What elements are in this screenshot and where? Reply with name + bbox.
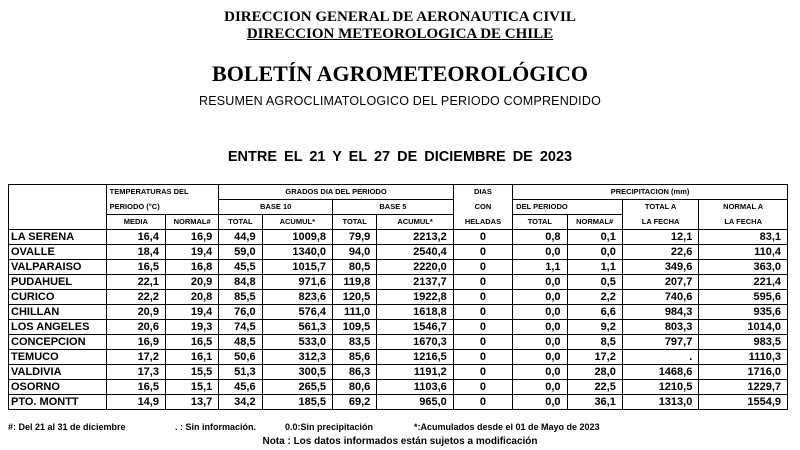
base5-total: 109,5 <box>333 320 377 335</box>
temp-normal: 19,4 <box>165 305 218 320</box>
total-a-la-fecha: 1468,6 <box>622 365 698 380</box>
table-row <box>9 245 788 260</box>
department-name <box>0 26 800 42</box>
temp-media: 22,2 <box>106 290 165 305</box>
station-name: LOS ANGELES <box>9 320 107 335</box>
precip-total: 0,0 <box>513 350 567 365</box>
base10-total: 51,3 <box>219 365 262 380</box>
temp-media: 22,1 <box>106 275 165 290</box>
temp-normal: 16,8 <box>165 260 218 275</box>
total-a-la-fecha: 12,1 <box>622 230 698 245</box>
base10-total: 76,0 <box>219 305 262 320</box>
table-row <box>9 305 788 320</box>
del-periodo-header: DEL PERIODO <box>513 200 623 215</box>
precip-total: 0,0 <box>513 305 567 320</box>
heladas-count: 0 <box>453 395 512 410</box>
normal-a-la-fecha: 983,5 <box>699 335 788 350</box>
base10-acumul: 1009,8 <box>262 230 332 245</box>
temp-normal: 19,4 <box>165 245 218 260</box>
precip-total: 0,0 <box>513 395 567 410</box>
station-name: VALPARAISO <box>9 260 107 275</box>
base5-acumul: 965,0 <box>377 395 454 410</box>
base5-total: 85,6 <box>333 350 377 365</box>
temp-normal: 13,7 <box>165 395 218 410</box>
base10-total: 34,2 <box>219 395 262 410</box>
heladas-count: 0 <box>453 335 512 350</box>
table-row <box>9 290 788 305</box>
precip-normal-header: NORMAL# <box>567 215 622 230</box>
temp-normal: 15,1 <box>165 380 218 395</box>
total-fecha-header: LA FECHA <box>622 215 698 230</box>
precip-total: 0,0 <box>513 335 567 350</box>
base10-header: BASE 10 <box>219 200 333 215</box>
table-row <box>9 350 788 365</box>
precip-normal: 17,2 <box>567 350 622 365</box>
total-a-la-fecha: 803,3 <box>622 320 698 335</box>
note-text: Nota : Los datos informados están sujetos a modificación <box>262 436 538 447</box>
precip-total: 0,0 <box>513 290 567 305</box>
temp-media: 20,6 <box>106 320 165 335</box>
normal-a-la-fecha: 363,0 <box>699 260 788 275</box>
total-a-la-fecha: 22,6 <box>622 245 698 260</box>
heladas-count: 0 <box>453 320 512 335</box>
station-name: TEMUCO <box>9 350 107 365</box>
normal-a-header: NORMAL A <box>699 200 788 215</box>
base10-acumul: 823,6 <box>262 290 332 305</box>
media-header: MEDIA <box>106 215 165 230</box>
table-row <box>9 380 788 395</box>
agency-name: DIRECCION GENERAL DE AERONAUTICA CIVIL <box>224 9 576 25</box>
base5-total: 120,5 <box>333 290 377 305</box>
station-name: PUDAHUEL <box>9 275 107 290</box>
base10-acumul: 185,5 <box>262 395 332 410</box>
table-row <box>9 230 788 245</box>
station-name: OSORNO <box>9 380 107 395</box>
station-header-cell <box>9 185 107 200</box>
base5-acumul: 2213,2 <box>377 230 454 245</box>
base10-acumul: 312,3 <box>262 350 332 365</box>
temp-group-header: TEMPERATURAS DEL <box>106 185 219 200</box>
precip-total: 0,0 <box>513 245 567 260</box>
normal-a-la-fecha: 83,1 <box>699 230 788 245</box>
station-name: VALDIVIA <box>9 365 107 380</box>
b5-total-header: TOTAL <box>333 215 377 230</box>
normal-a-la-fecha: 1716,0 <box>699 365 788 380</box>
base5-acumul: 1618,8 <box>377 305 454 320</box>
table-body <box>9 230 788 410</box>
base10-acumul: 265,5 <box>262 380 332 395</box>
heladas-count: 0 <box>453 245 512 260</box>
base5-total: 80,5 <box>333 260 377 275</box>
temp-media: 16,5 <box>106 380 165 395</box>
bulletin-subtitle: RESUMEN AGROCLIMATOLOGICO DEL PERIODO COMPRENDIDO <box>199 94 601 108</box>
base10-total: 74,5 <box>219 320 262 335</box>
table-row <box>9 365 788 380</box>
station-name: CURICO <box>9 290 107 305</box>
heladas-count: 0 <box>453 260 512 275</box>
total-a-la-fecha: 1210,5 <box>622 380 698 395</box>
grados-dia-header: GRADOS DIA DEL PERIODO <box>219 185 453 200</box>
normal-a-la-fecha: 1014,0 <box>699 320 788 335</box>
base10-total: 84,8 <box>219 275 262 290</box>
base5-acumul: 1922,8 <box>377 290 454 305</box>
base5-total: 69,2 <box>333 395 377 410</box>
normal-a-la-fecha: 1229,7 <box>699 380 788 395</box>
temp-normal: 15,5 <box>165 365 218 380</box>
normal-header: NORMAL# <box>165 215 218 230</box>
heladas-count: 0 <box>453 365 512 380</box>
temp-media: 18,4 <box>106 245 165 260</box>
precip-normal: 1,1 <box>567 260 622 275</box>
total-a-la-fecha: 740,6 <box>622 290 698 305</box>
station-name: CONCEPCION <box>9 335 107 350</box>
department-name-text: DIRECCION METEOROLOGICA DE CHILE <box>246 26 554 42</box>
total-a-header: TOTAL A <box>622 200 698 215</box>
base10-acumul: 1340,0 <box>262 245 332 260</box>
station-name: OVALLE <box>9 245 107 260</box>
temp-media: 17,3 <box>106 365 165 380</box>
temp-normal: 19,3 <box>165 320 218 335</box>
base10-total: 44,9 <box>219 230 262 245</box>
station-name: PTO. MONTT <box>9 395 107 410</box>
agroclimatic-table <box>8 184 788 410</box>
precip-normal: 36,1 <box>567 395 622 410</box>
temp-normal: 20,9 <box>165 275 218 290</box>
base5-header: BASE 5 <box>333 200 454 215</box>
station-name: CHILLAN <box>9 305 107 320</box>
base5-acumul: 2220,0 <box>377 260 454 275</box>
normal-a-la-fecha: 935,6 <box>699 305 788 320</box>
temp-group-header-sub: PERIODO (°C) <box>106 200 219 215</box>
footnote-no-precip: 0.0:Sin precipitación <box>285 422 374 432</box>
table-row <box>9 275 788 290</box>
heladas-count: 0 <box>453 290 512 305</box>
total-a-la-fecha: 984,3 <box>622 305 698 320</box>
base10-total: 50,6 <box>219 350 262 365</box>
base5-acumul: 2540,4 <box>377 245 454 260</box>
base10-acumul: 561,3 <box>262 320 332 335</box>
table-header <box>9 185 788 230</box>
base5-total: 111,0 <box>333 305 377 320</box>
temp-media: 16,4 <box>106 230 165 245</box>
temp-media: 20,9 <box>106 305 165 320</box>
total-a-la-fecha: 1313,0 <box>622 395 698 410</box>
normal-a-la-fecha: 1110,3 <box>699 350 788 365</box>
base5-total: 86,3 <box>333 365 377 380</box>
normal-a-la-fecha: 110,4 <box>699 245 788 260</box>
total-a-la-fecha: . <box>622 350 698 365</box>
temp-media: 16,5 <box>106 260 165 275</box>
precip-normal: 6,6 <box>567 305 622 320</box>
base5-total: 80,6 <box>333 380 377 395</box>
precip-total: 0,8 <box>513 230 567 245</box>
b5-acumul-header: ACUMUL* <box>377 215 454 230</box>
precip-normal: 0,5 <box>567 275 622 290</box>
base10-total: 85,5 <box>219 290 262 305</box>
precip-total: 0,0 <box>513 320 567 335</box>
precip-total: 1,1 <box>513 260 567 275</box>
b10-acumul-header: ACUMUL* <box>262 215 332 230</box>
station-header-cell <box>9 215 107 230</box>
heladas-count: 0 <box>453 275 512 290</box>
total-a-la-fecha: 349,6 <box>622 260 698 275</box>
precip-normal: 9,2 <box>567 320 622 335</box>
precip-total: 0,0 <box>513 380 567 395</box>
table-row <box>9 260 788 275</box>
base5-total: 119,8 <box>333 275 377 290</box>
station-name: LA SERENA <box>9 230 107 245</box>
base5-acumul: 2137,7 <box>377 275 454 290</box>
precipitation-header: PRECIPITACION (mm) <box>513 185 788 200</box>
base5-acumul: 1216,5 <box>377 350 454 365</box>
station-header-cell <box>9 200 107 215</box>
heladas-count: 0 <box>453 380 512 395</box>
con-header: CON <box>453 200 512 215</box>
table-row <box>9 320 788 335</box>
period-range: ENTRE EL 21 Y EL 27 DE DICIEMBRE DE 2023 <box>227 149 573 165</box>
total-a-la-fecha: 207,7 <box>622 275 698 290</box>
b10-total-header: TOTAL <box>219 215 262 230</box>
base10-acumul: 576,4 <box>262 305 332 320</box>
table-row <box>9 335 788 350</box>
base5-total: 83,5 <box>333 335 377 350</box>
base5-total: 79,9 <box>333 230 377 245</box>
heladas-count: 0 <box>453 230 512 245</box>
base10-total: 45,6 <box>219 380 262 395</box>
precip-total: 0,0 <box>513 365 567 380</box>
base5-acumul: 1191,2 <box>377 365 454 380</box>
bulletin-title: BOLETÍN AGROMETEOROLÓGICO <box>212 61 588 86</box>
heladas-header: HELADAS <box>453 215 512 230</box>
base10-total: 48,5 <box>219 335 262 350</box>
precip-normal: 28,0 <box>567 365 622 380</box>
precip-total-header: TOTAL <box>513 215 567 230</box>
precip-normal: 22,5 <box>567 380 622 395</box>
temp-media: 17,2 <box>106 350 165 365</box>
temp-normal: 16,1 <box>165 350 218 365</box>
base10-total: 45,5 <box>219 260 262 275</box>
heladas-count: 0 <box>453 305 512 320</box>
base10-total: 59,0 <box>219 245 262 260</box>
total-a-la-fecha: 797,7 <box>622 335 698 350</box>
temp-normal: 16,5 <box>165 335 218 350</box>
table-row <box>9 395 788 410</box>
precip-normal: 8,5 <box>567 335 622 350</box>
base5-acumul: 1103,6 <box>377 380 454 395</box>
base10-acumul: 1015,7 <box>262 260 332 275</box>
base10-acumul: 300,5 <box>262 365 332 380</box>
precip-normal: 0,0 <box>567 245 622 260</box>
precip-normal: 2,2 <box>567 290 622 305</box>
precip-normal: 0,1 <box>567 230 622 245</box>
temp-media: 14,9 <box>106 395 165 410</box>
footnote-normal-period: #: Del 21 al 31 de diciembre <box>8 422 126 432</box>
base5-total: 94,0 <box>333 245 377 260</box>
base5-acumul: 1670,3 <box>377 335 454 350</box>
normal-fecha-header: LA FECHA <box>699 215 788 230</box>
temp-normal: 20,8 <box>165 290 218 305</box>
precip-total: 0,0 <box>513 275 567 290</box>
footnote-no-info: . : Sin información. <box>175 422 257 432</box>
normal-a-la-fecha: 221,4 <box>699 275 788 290</box>
temp-normal: 16,9 <box>165 230 218 245</box>
base10-acumul: 533,0 <box>262 335 332 350</box>
base5-acumul: 1546,7 <box>377 320 454 335</box>
heladas-count: 0 <box>453 350 512 365</box>
normal-a-la-fecha: 595,6 <box>699 290 788 305</box>
base10-acumul: 971,6 <box>262 275 332 290</box>
footnote-accumulated: *:Acumulados desde el 01 de Mayo de 2023 <box>414 422 600 432</box>
temp-media: 16,9 <box>106 335 165 350</box>
dias-header: DIAS <box>453 185 512 200</box>
normal-a-la-fecha: 1554,9 <box>699 395 788 410</box>
